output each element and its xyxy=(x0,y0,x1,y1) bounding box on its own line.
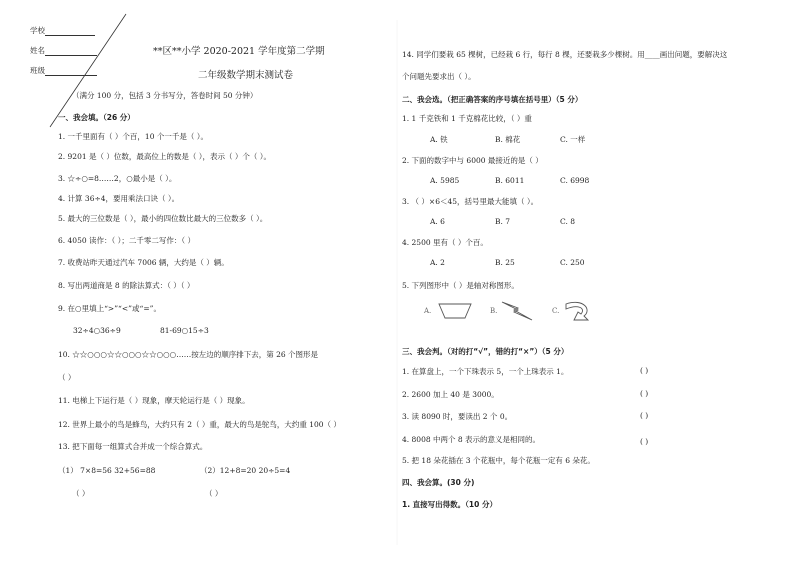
judge-2: 2. 2600 加上 40 是 3000。 xyxy=(402,390,499,399)
choice-1-option-c[interactable]: C. 一样 xyxy=(560,135,586,144)
question-1-9: 9. 在○里填上“>”“<”或“=”。 xyxy=(58,304,161,313)
question-1-12: 12. 世界上最小的鸟是蜂鸟，大约只有 2（ ）重，最大的鸟是鸵鸟，大约重 100（ ） xyxy=(58,420,341,429)
section-2-heading: 二、我会选。（把正确答案的序号填在括号里）（5 分） xyxy=(402,95,583,104)
choice-3: 3. （ ）×6＜45，括号里最大能填（ ）。 xyxy=(402,197,539,206)
question-1-13-group2: （2）12+8=20 20÷5=4 xyxy=(200,466,291,475)
lightning-shape-icon xyxy=(500,298,536,324)
choice-2: 2. 下面的数字中与 6000 最接近的是（ ） xyxy=(402,156,543,165)
section-4-heading: 四、我会算。(30 分) xyxy=(402,478,475,487)
question-1-10-answer: （ ） xyxy=(58,373,76,382)
judge-3: 3. 读 8090 时，要读出 2 个 0。 xyxy=(402,412,513,421)
judge-3-answer[interactable]: ( ) xyxy=(640,411,649,420)
choice-4-option-b[interactable]: B. 25 xyxy=(495,258,515,267)
choice-3-option-a[interactable]: A. 6 xyxy=(430,217,445,226)
judge-4: 4. 8008 中两个 8 表示的意义是相同的。 xyxy=(402,435,541,444)
choice-4-option-a[interactable]: A. 2 xyxy=(430,258,445,267)
section-3-heading: 三、我会判。（对的打“√”，错的打“×”）（5 分） xyxy=(402,347,569,356)
choice-1: 1. 1 千克铁和 1 千克棉花比较，（ ）重 xyxy=(402,114,532,123)
question-1-13-group1: （1） 7×8=56 32+56=88 xyxy=(58,466,156,475)
choice-3-option-b[interactable]: B. 7 xyxy=(495,217,511,226)
judge-1-answer[interactable]: ( ) xyxy=(640,366,649,375)
choice-5-option-b[interactable]: B. xyxy=(490,307,498,315)
question-1-10: 10. ☆☆○○○☆☆○○○☆☆○○○……按左边的顺序排下去，第 26 个图形是 xyxy=(58,350,319,359)
question-1-7: 7. 收费站昨天通过汽车 7006 辆，大约是（ ）辆。 xyxy=(58,258,229,267)
question-1-13-answer1: （ ） xyxy=(72,489,90,498)
choice-5: 5. 下列图形中（ ）是轴对称图形。 xyxy=(402,281,519,290)
question-1-11: 11. 电梯上下运行是（ ）现象，摩天轮运行是（ ）现象。 xyxy=(58,396,250,405)
choice-4: 4. 2500 里有（ ）个百。 xyxy=(402,238,488,247)
question-1-5: 5. 最大的三位数是（ ），最小的四位数比最大的三位数多（ ）。 xyxy=(58,214,268,223)
question-1-3: 3. ☆÷○=8……2，○最小是（ ）。 xyxy=(58,174,177,183)
question-1-9a: 32÷4○36÷9 xyxy=(73,326,121,335)
question-1-13-answer2: （ ） xyxy=(205,489,223,498)
question-1-4: 4. 计算 36÷4，要用乘法口诀（ ）。 xyxy=(58,194,180,203)
judge-5: 5. 把 18 朵花插在 3 个花瓶中，每个花瓶一定有 6 朵花。 xyxy=(402,456,595,465)
name-label: 姓名 xyxy=(30,46,45,55)
exam-subtitle: 二年级数学期末测试卷 xyxy=(198,70,294,81)
exam-title: **区**小学 2020-2021 学年度第二学期 xyxy=(153,46,325,57)
choice-1-option-a[interactable]: A. 铁 xyxy=(430,135,448,144)
question-1-14-cont: 个问题先要求出（ ）。 xyxy=(402,72,476,81)
question-1-14: 14. 同学们要栽 65 棵树，已经栽 6 行，每行 8 棵，还要栽多少棵树。用____画出问题，要解决这 xyxy=(402,50,728,59)
choice-1-option-b[interactable]: B. 棉花 xyxy=(495,135,521,144)
choice-2-option-b[interactable]: B. 6011 xyxy=(495,176,525,185)
trapezoid-shape-icon xyxy=(437,300,473,322)
choice-2-option-a[interactable]: A. 5985 xyxy=(430,176,460,185)
question-1-2: 2. 9201 是（ ）位数，最高位上的数是（ ），表示（ ）个（ ）。 xyxy=(58,152,272,161)
curved-arrow-shape-icon xyxy=(562,298,596,324)
choice-4-option-c[interactable]: C. 250 xyxy=(560,258,585,267)
exam-note: （满分 100 分，包括 3 分书写分，答卷时间 50 分钟） xyxy=(72,91,258,100)
judge-2-answer[interactable]: ( ) xyxy=(640,389,649,398)
choice-5-option-c[interactable]: C. xyxy=(552,307,560,315)
question-1-1: 1. 一千里面有（ ）个百，10 个一千是（ ）。 xyxy=(58,132,208,141)
class-label: 班级 xyxy=(30,66,45,75)
section-1-heading: 一、我会填。（26 分） xyxy=(58,113,135,122)
choice-5-option-a[interactable]: A. xyxy=(424,307,432,315)
question-1-6: 6. 4050 读作：（ ）；二千零二写作：（ ） xyxy=(58,236,196,245)
question-1-8: 8. 写出两道商是 8 的除法算式：（ ）（ ） xyxy=(58,281,195,290)
choice-3-option-c[interactable]: C. 8 xyxy=(560,217,576,226)
judge-1: 1. 在算盘上，一个下珠表示 5，一个上珠表示 1。 xyxy=(402,367,569,376)
question-1-9b: 81-69○15÷3 xyxy=(160,326,209,335)
judge-4-answer[interactable]: ( ) xyxy=(640,437,649,446)
section-4-question-1: 1. 直接写出得数。（10 分） xyxy=(402,500,497,509)
choice-2-option-c[interactable]: C. 6998 xyxy=(560,176,590,185)
school-label: 学校 xyxy=(30,26,45,35)
question-1-13: 13. 把下面每一组算式合并成一个综合算式。 xyxy=(58,442,208,451)
